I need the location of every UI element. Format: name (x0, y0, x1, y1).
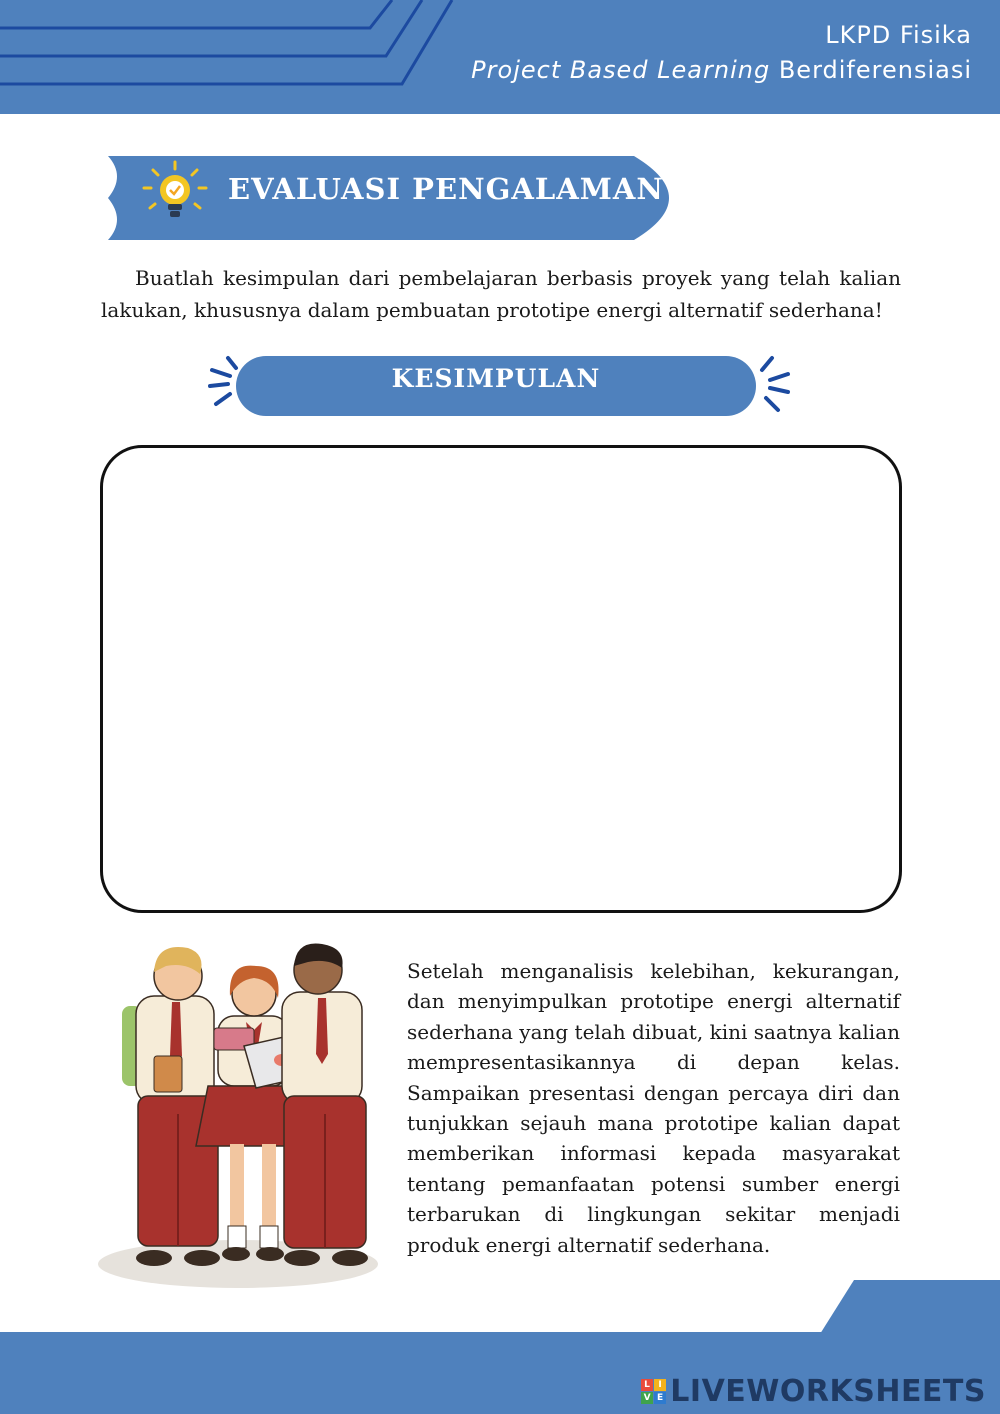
logo-letter-v: V (641, 1392, 653, 1404)
footer-tab-decor (820, 1280, 1000, 1334)
conclusion-title: KESIMPULAN (391, 364, 601, 393)
section-title: EVALUASI PENGALAMAN (228, 172, 664, 206)
conclusion-answer-box[interactable] (100, 445, 902, 913)
brand-name: LIVEWORKSHEETS (670, 1374, 986, 1409)
logo-letter-e: E (654, 1392, 666, 1404)
header-model (471, 52, 972, 88)
header-text (471, 18, 972, 88)
students-illustration (96, 936, 386, 1296)
logo-letter-i: I (654, 1379, 666, 1391)
lightbulb-icon (140, 158, 210, 228)
liveworksheets-logo-icon (641, 1379, 666, 1404)
presentation-paragraph: Setelah menganalisis kelebihan, kekurangan, dan menyimpulkan prototipe energi alternatif sederhana yang telah dibuat, kini saatnya kalian mempresentasikannya di depan kelas. Sampaikan presentasi dengan percaya diri dan tunjukkan sejauh mana prototipe kalian dapat memberikan informasi kepada masyarakat tentang pemanfaatan potensi sumber energi terbarukan di lingkungan sekitar menjadi produk energi alternatif sederhana. (407, 959, 900, 1257)
sparkle-right-icon (752, 352, 792, 416)
liveworksheets-brand[interactable] (641, 1374, 986, 1409)
instruction-text: Buatlah kesimpulan dari pembelajaran berbasis proyek yang telah kalian lakukan, khususnya dalam pembuatan prototipe energi alternatif sederhana! (101, 266, 901, 322)
page-header (0, 0, 1000, 114)
header-model-rest: Berdiferensiasi (770, 56, 972, 84)
logo-letter-l: L (641, 1379, 653, 1391)
header-subject: LKPD Fisika (825, 21, 972, 49)
header-model-italic: Project Based Learning (471, 56, 771, 84)
header-decor-lines (0, 0, 480, 114)
